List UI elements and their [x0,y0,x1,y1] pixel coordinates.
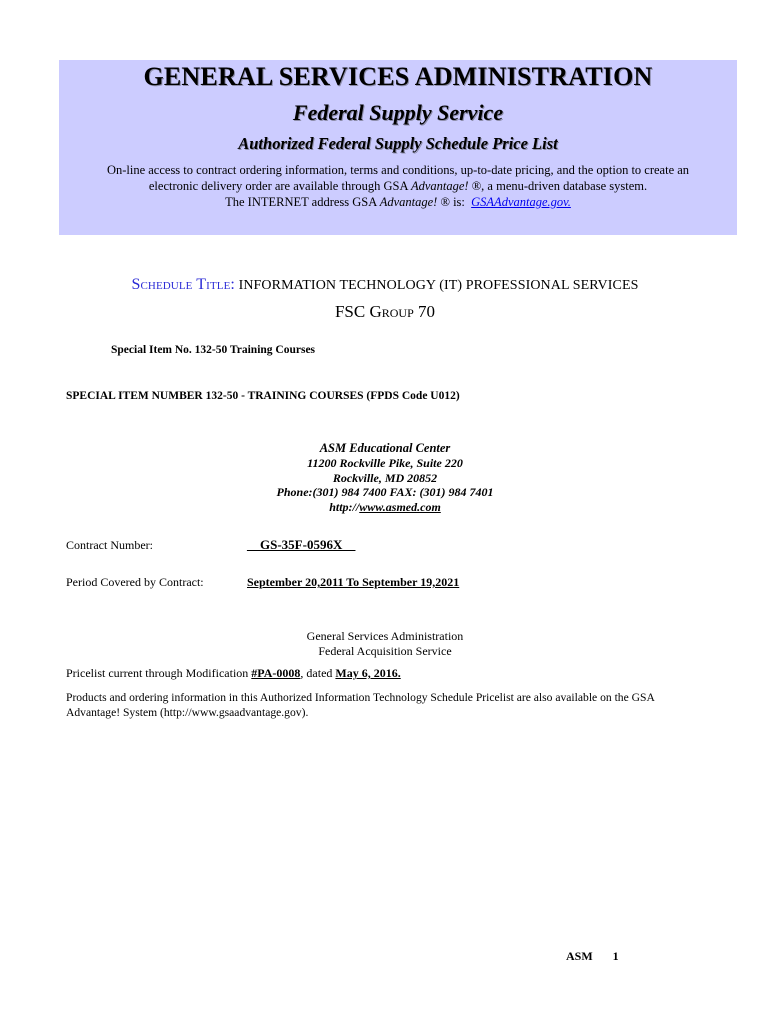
fsc-group: FSC Group 70 [334,302,436,321]
contractor-phone-fax [0,485,770,500]
banner-line-1: On-line access to contract ordering information, terms and conditions, up-to-date pricing, and the option to create an [106,163,690,177]
banner-price-list-title: Authorized Federal Supply Schedule Price List [238,134,558,153]
banner-line-3-tail: ® is: [440,195,465,209]
website-prefix: http:// [329,500,360,515]
products-note: Products and ordering information in this Authorized Information Technology Schedule Pricelist are also available on the GSA Advantage! System (http://www.gsaadvantage.gov). [66,691,655,719]
advantage-em-2: Advantage! [379,195,438,209]
contractor-name: ASM Educational Center [319,441,451,455]
contract-period-value: September 20,2011 To September 19,2021 [247,575,460,589]
contract-number-row [66,537,356,553]
banner-title: GENERAL SERVICES ADMINISTRATION [143,62,653,91]
contract-number-label: Contract Number: [66,538,153,552]
banner-subtitle: Federal Supply Service [292,100,504,125]
schedule-title [0,276,770,294]
fax-label: FAX: [389,485,417,500]
page-footer [566,949,619,964]
contractor-street: 11200 Rockville Pike, Suite 220 [307,455,463,470]
pricelist-modification [66,666,401,681]
banner-line-3-text: The INTERNET address GSA [225,195,377,209]
page-number: 1 [612,949,619,963]
pricelist-dated: , dated [300,666,333,680]
banner-description [67,162,729,210]
schedule-title-value: INFORMATION TECHNOLOGY (IT) PROFESSIONAL SERVICES [238,278,639,293]
phone-value: (301) 984 7400 [312,485,387,500]
gsa-advantage-link[interactable]: GSAAdvantage.gov. [471,195,571,209]
contractor-website [0,500,770,515]
banner-line-2-text: electronic delivery order are available through GSA [148,179,408,193]
contractor-city: Rockville, MD 20852 [332,470,438,485]
banner-line-2-tail: ®, a menu-driven database system. [471,179,648,193]
fax-value: (301) 984 7401 [419,485,494,500]
contract-period-label: Period Covered by Contract: [66,575,204,589]
contractor-address [0,441,770,515]
special-item: Special Item No. 132-50 Training Courses [111,344,316,356]
agency-service: Federal Acquisition Service [318,644,452,658]
gsa-header-banner [59,60,737,235]
phone-label: Phone: [276,485,313,500]
footer-company: ASM [566,949,593,963]
banner-line-3 [67,194,729,210]
special-item-number: SPECIAL ITEM NUMBER 132-50 - TRAINING COURSES (FPDS Code U012) [66,390,460,402]
contract-number-value: __GS-35F-0596X__ [247,537,356,552]
advantage-em: Advantage! [410,179,469,193]
modification-number: #PA-0008 [251,666,301,680]
banner-line-2 [67,178,729,194]
schedule-title-label: Schedule Title: [131,276,235,293]
agency-block [0,629,770,659]
contract-period-row [66,575,460,590]
modification-date: May 6, 2016. [335,666,401,680]
agency-name: General Services Administration [306,629,464,643]
pricelist-text: Pricelist current through Modification [66,666,249,680]
website-link[interactable]: www.asmed.com [359,500,441,515]
